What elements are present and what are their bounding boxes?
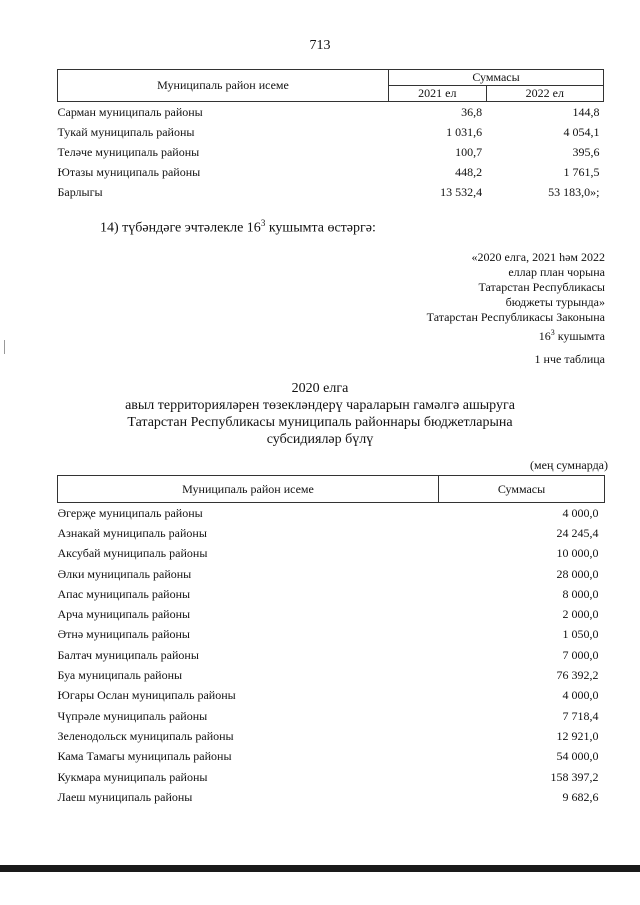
row-name: Әлки муниципаль районы: [57, 566, 192, 581]
row-name: Барлыгы: [57, 184, 103, 199]
annex-number: 16: [538, 329, 551, 343]
intro-paragraph: [100, 218, 376, 237]
table-label: 1 нче таблица: [534, 352, 605, 366]
row-value-2022: 144,8: [572, 104, 600, 119]
table-row: [58, 645, 605, 665]
row-name: Ютазы муниципаль районы: [57, 164, 201, 179]
annex-superscript: 3: [550, 328, 555, 337]
row-value: 12 921,0: [556, 728, 599, 743]
annex-reference: [427, 250, 605, 344]
title-line: субсидияләр бүлү: [266, 432, 374, 447]
row-value-2022: 395,6: [572, 144, 600, 159]
row-value: 54 000,0: [556, 749, 599, 764]
table-row: [58, 523, 605, 543]
table-row: [58, 787, 605, 807]
row-name: Апас муниципаль районы: [57, 586, 191, 601]
row-value: 7 000,0: [562, 647, 599, 662]
top-table-header-2021: 2021 ел: [389, 86, 487, 102]
row-name: Лаеш муниципаль районы: [57, 789, 193, 804]
top-table-header-2022: 2022 ел: [486, 86, 603, 102]
table-row: [58, 122, 604, 142]
table-row: [58, 747, 605, 767]
annex-line: «2020 елга, 2021 һәм 2022: [471, 250, 605, 264]
table-row: [58, 162, 604, 182]
row-value: 2 000,0: [562, 607, 599, 622]
title-line: 2020 елга: [291, 381, 349, 396]
table-row: [58, 142, 604, 162]
table-row: [58, 544, 605, 564]
row-name: Зеленодольск муниципаль районы: [57, 728, 234, 743]
row-name: Буа муниципаль районы: [57, 668, 183, 683]
row-value-2021: 36,8: [461, 104, 483, 119]
annex-line: Татарстан Республикасы Законына: [426, 310, 605, 324]
row-value-2021: 1 031,6: [446, 124, 483, 139]
top-table-header-name: Муниципаль район исеме: [58, 70, 389, 102]
table-row: [58, 686, 605, 706]
row-name: Кама Тамагы муниципаль районы: [57, 749, 232, 764]
row-value-2022: 53 183,0»;: [548, 184, 600, 199]
row-value-2022: 1 761,5: [563, 164, 600, 179]
row-value-2021: 448,2: [455, 164, 483, 179]
row-name: Балтач муниципаль районы: [57, 647, 199, 662]
annex-label: кушымта: [554, 329, 605, 343]
document-title: [0, 380, 640, 448]
title-line: Татарстан Республикасы муниципаль районнары бюджетларына: [127, 415, 513, 430]
main-table: [57, 475, 605, 807]
row-value: 10 000,0: [556, 546, 599, 561]
table-row: [58, 503, 605, 524]
row-name: Әгерҗе муниципаль районы: [57, 505, 203, 520]
row-value-2021: 100,7: [455, 144, 483, 159]
table-row: [58, 625, 605, 645]
intro-text-before: 14) түбәндәге эчтәлекле 16: [100, 220, 261, 236]
row-name: Теләче муниципаль районы: [57, 144, 200, 159]
row-name: Чүпрәле муниципаль районы: [57, 708, 208, 723]
intro-superscript: 3: [260, 218, 266, 228]
title-line: авыл территорияләрен төзекләндерү чараларын гамәлгә ашыруга: [125, 398, 515, 413]
row-name: Арча муниципаль районы: [57, 607, 191, 622]
margin-mark: [4, 340, 5, 354]
row-value: 76 392,2: [556, 668, 599, 683]
row-name: Аксубай муниципаль районы: [57, 546, 208, 561]
main-table-header-name: Муниципаль район исеме: [58, 476, 439, 503]
row-name: Югары Ослан муниципаль районы: [57, 688, 236, 703]
row-value-2022: 4 054,1: [563, 124, 600, 139]
main-table-body: [58, 503, 605, 808]
row-name: Әтнә муниципаль районы: [57, 627, 190, 642]
top-table-header-sum: Суммасы: [389, 70, 604, 86]
table-row: [58, 584, 605, 604]
row-value: 7 718,4: [562, 708, 599, 723]
table-row: [58, 706, 605, 726]
row-value: 24 245,4: [556, 525, 599, 540]
row-value: 9 682,6: [562, 789, 599, 804]
table-row: [58, 665, 605, 685]
annex-line: Татарстан Республикасы: [478, 280, 605, 294]
annex-line: еллар план чорына: [508, 265, 605, 279]
table-row: [58, 604, 605, 624]
table-row: [58, 767, 605, 787]
row-value: 1 050,0: [562, 627, 599, 642]
scan-border: [0, 865, 640, 872]
page-number: 713: [309, 38, 331, 53]
row-value: 4 000,0: [562, 688, 599, 703]
row-name: Тукай муниципаль районы: [57, 124, 195, 139]
row-name: Азнакай муниципаль районы: [57, 525, 207, 540]
unit-label: (мең сумнарда): [530, 458, 608, 472]
row-value: 8 000,0: [562, 586, 599, 601]
annex-line: [427, 325, 605, 344]
top-table: [57, 69, 604, 202]
row-value: 28 000,0: [556, 566, 599, 581]
top-table-body: [58, 102, 604, 203]
intro-text-after: кушымта өстәргә:: [265, 220, 376, 236]
table-row: [58, 726, 605, 746]
row-value-2021: 13 532,4: [440, 184, 483, 199]
main-table-header-sum: Суммасы: [439, 476, 605, 503]
row-name: Сарман муниципаль районы: [57, 104, 203, 119]
annex-line: бюджеты турында»: [505, 295, 605, 309]
table-row: [58, 182, 604, 202]
row-value: 158 397,2: [550, 769, 599, 784]
table-row: [58, 564, 605, 584]
row-name: Кукмара муниципаль районы: [57, 769, 208, 784]
table-row: [58, 102, 604, 123]
row-value: 4 000,0: [562, 505, 599, 520]
